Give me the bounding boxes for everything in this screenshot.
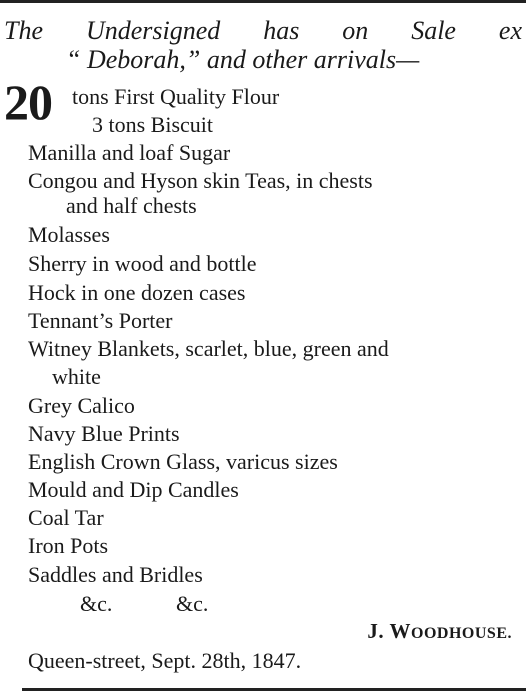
list-item: Saddles and Bridles	[28, 562, 203, 587]
list-item: Coal Tar	[28, 505, 104, 530]
advertisement-header-line-1	[4, 16, 522, 46]
top-rule	[0, 0, 526, 3]
list-item: English Crown Glass, varicus sizes	[28, 449, 338, 474]
advertisement-header-line-2: “ Deborah,” and other arrivals—	[66, 45, 420, 74]
list-item: 3 tons Biscuit	[92, 112, 214, 137]
signature-surname: OODHOUSE.	[411, 625, 512, 642]
etc-mark: &c.	[176, 591, 209, 616]
list-item: Mould and Dip Candles	[28, 477, 239, 502]
header-word: has	[263, 16, 300, 45]
list-item: Iron Pots	[28, 533, 109, 558]
list-item-continuation: white	[52, 364, 101, 389]
list-item: Manilla and loaf Sugar	[28, 140, 231, 165]
list-item: Grey Calico	[28, 393, 135, 418]
list-item: Hock in one dozen cases	[28, 280, 246, 305]
etc-mark: &c.	[80, 591, 113, 616]
list-item-flour: tons First Quality Flour	[72, 84, 280, 109]
header-word: Undersigned	[85, 16, 221, 45]
list-item: Witney Blankets, scarlet, blue, green and	[28, 336, 389, 361]
list-item: Tennant’s Porter	[28, 308, 173, 333]
dateline: Queen-street, Sept. 28th, 1847.	[28, 648, 302, 673]
drop-numeral: 20	[4, 74, 52, 130]
bottom-rule	[22, 688, 526, 691]
signature-initial: J. W	[367, 619, 412, 643]
list-item: Molasses	[28, 222, 110, 247]
header-word: Sale	[411, 16, 456, 45]
list-item-text: Congou and Hyson skin Teas, in chests	[28, 168, 373, 193]
list-item	[28, 168, 510, 194]
list-item: Sherry in wood and bottle	[28, 251, 257, 276]
merchant-signature	[367, 618, 512, 647]
header-word: ex	[498, 16, 522, 45]
header-word: on	[342, 16, 369, 45]
list-item: Navy Blue Prints	[28, 421, 180, 446]
header-word: The	[4, 16, 43, 45]
list-item-continuation: and half chests	[66, 193, 197, 218]
